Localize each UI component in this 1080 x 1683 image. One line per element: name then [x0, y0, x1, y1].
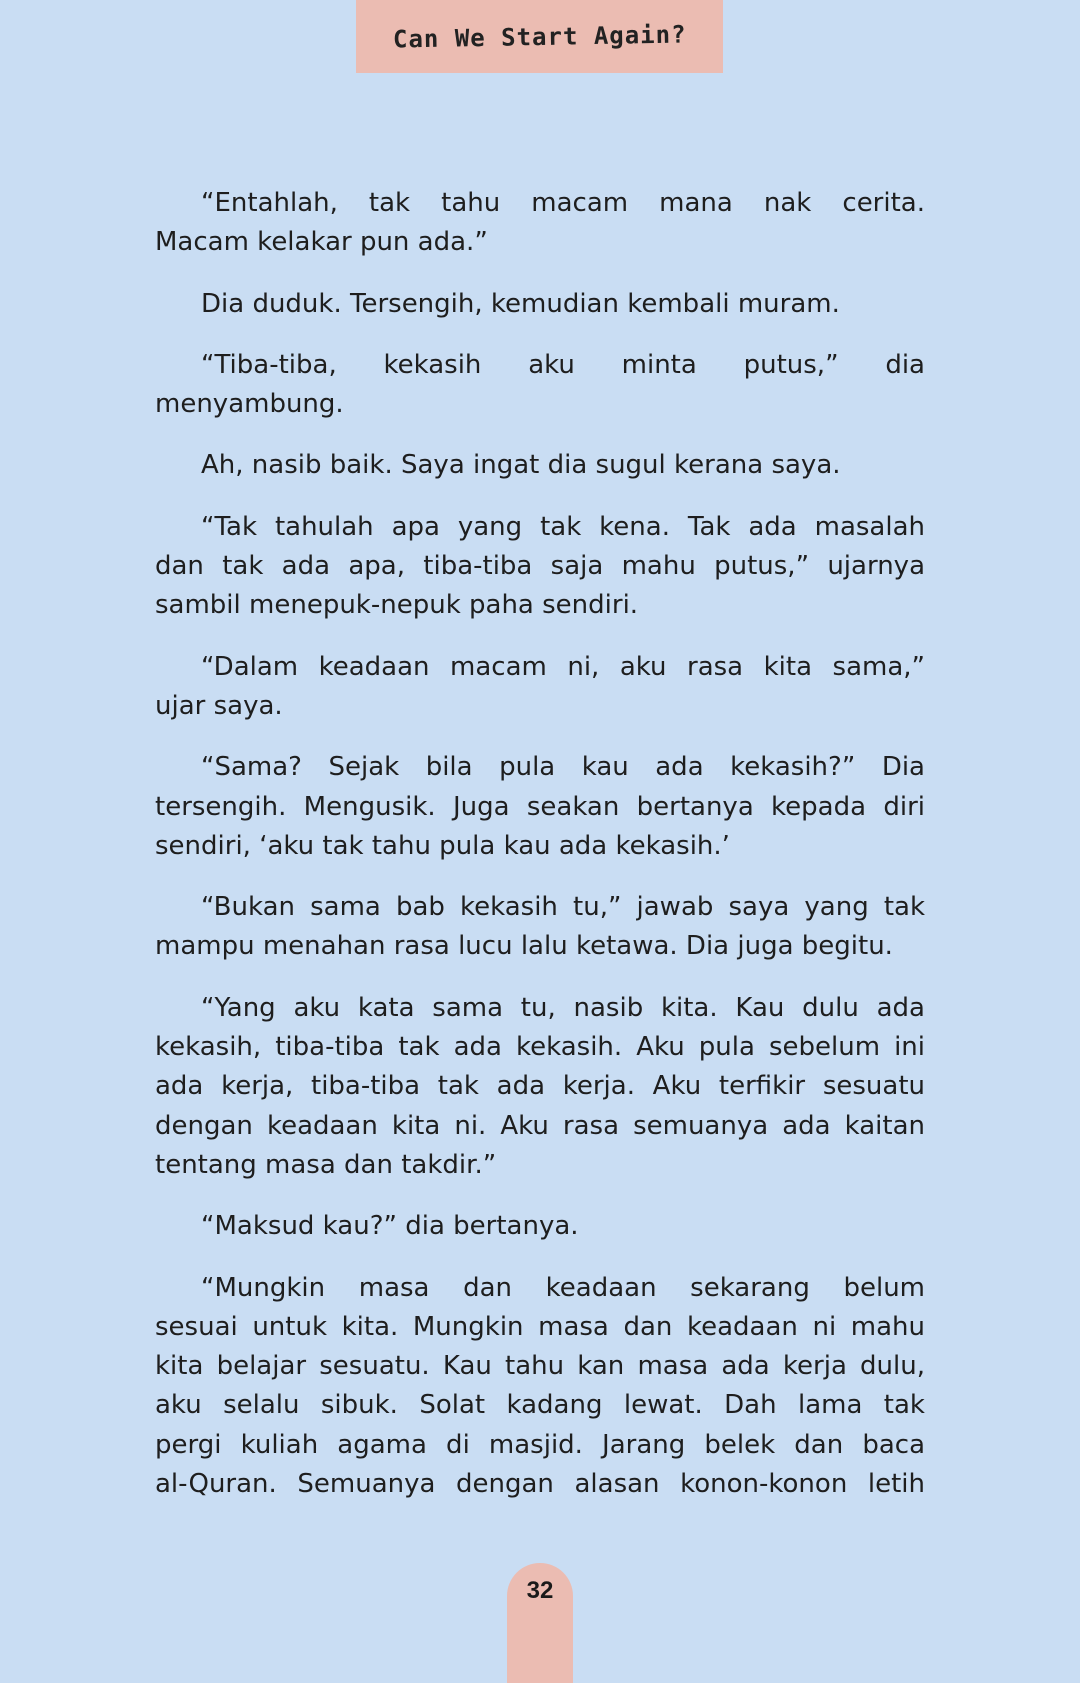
paragraph	[155, 748, 925, 866]
text-line: dengan keadaan kita ni. Aku rasa semuanya ada kaitan	[155, 1110, 925, 1141]
text-line: al-Quran. Semuanya dengan alasan konon-konon letih	[155, 1469, 925, 1500]
book-title: Can We Start Again?	[392, 19, 687, 54]
paragraph	[155, 346, 925, 425]
text-line: “Yang aku kata sama tu, nasib kita. Kau dulu ada	[201, 992, 925, 1023]
paragraph	[155, 1269, 925, 1505]
paragraph	[155, 1207, 925, 1246]
paragraph	[155, 989, 925, 1185]
page-body-text	[155, 184, 925, 1526]
paragraph	[155, 184, 925, 263]
page-number: 32	[526, 1577, 554, 1604]
text-line: Dia duduk. Tersengih, kemudian kembali muram.	[201, 288, 840, 319]
text-line: “Bukan sama bab kekasih tu,” jawab saya yang tak	[201, 892, 925, 923]
text-line: menyambung.	[155, 389, 344, 420]
text-line: “Mungkin masa dan keadaan sekarang belum	[201, 1272, 925, 1303]
running-header	[356, 0, 723, 73]
paragraph	[155, 888, 925, 967]
text-line: “Dalam keadaan macam ni, aku rasa kita sama,”	[201, 651, 925, 682]
text-line: ada kerja, tiba-tiba tak ada kerja. Aku terfikir sesuatu	[155, 1071, 925, 1102]
text-line: ujar saya.	[155, 690, 283, 721]
text-line: sambil menepuk-nepuk paha sendiri.	[155, 590, 639, 621]
paragraph	[155, 508, 925, 626]
text-line: Ah, nasib baik. Saya ingat dia sugul kerana saya.	[201, 450, 841, 481]
paragraph	[155, 446, 925, 485]
text-line: sesuai untuk kita. Mungkin masa dan keadaan ni mahu	[155, 1311, 925, 1342]
text-line: aku selalu sibuk. Solat kadang lewat. Dah lama tak	[155, 1390, 925, 1421]
text-line: sendiri, ‘aku tak tahu pula kau ada kekasih.’	[155, 830, 730, 861]
text-line: kita belajar sesuatu. Kau tahu kan masa ada kerja dulu,	[155, 1351, 925, 1382]
text-line: tersengih. Mengusik. Juga seakan bertanya kepada diri	[155, 791, 925, 822]
text-line: mampu menahan rasa lucu lalu ketawa. Dia juga begitu.	[155, 931, 893, 962]
text-line: pergi kuliah agama di masjid. Jarang belek dan baca	[155, 1429, 925, 1460]
text-line: “Maksud kau?” dia bertanya.	[201, 1211, 579, 1242]
paragraph	[155, 285, 925, 324]
text-line: tentang masa dan takdir.”	[155, 1149, 497, 1180]
text-line: “Entahlah, tak tahu macam mana nak cerita.	[201, 188, 925, 218]
text-line: dan tak ada apa, tiba-tiba saja mahu putus,” ujarnya	[155, 551, 925, 582]
paragraph	[155, 648, 925, 727]
text-line: “Sama? Sejak bila pula kau ada kekasih?” Dia	[201, 752, 925, 783]
text-line: Macam kelakar pun ada.”	[155, 227, 488, 258]
text-line: “Tiba-tiba, kekasih aku minta putus,” dia	[201, 349, 925, 380]
page-number-tab	[507, 1563, 573, 1683]
text-line: kekasih, tiba-tiba tak ada kekasih. Aku pula sebelum ini	[155, 1032, 925, 1063]
text-line: “Tak tahulah apa yang tak kena. Tak ada masalah	[201, 511, 925, 542]
